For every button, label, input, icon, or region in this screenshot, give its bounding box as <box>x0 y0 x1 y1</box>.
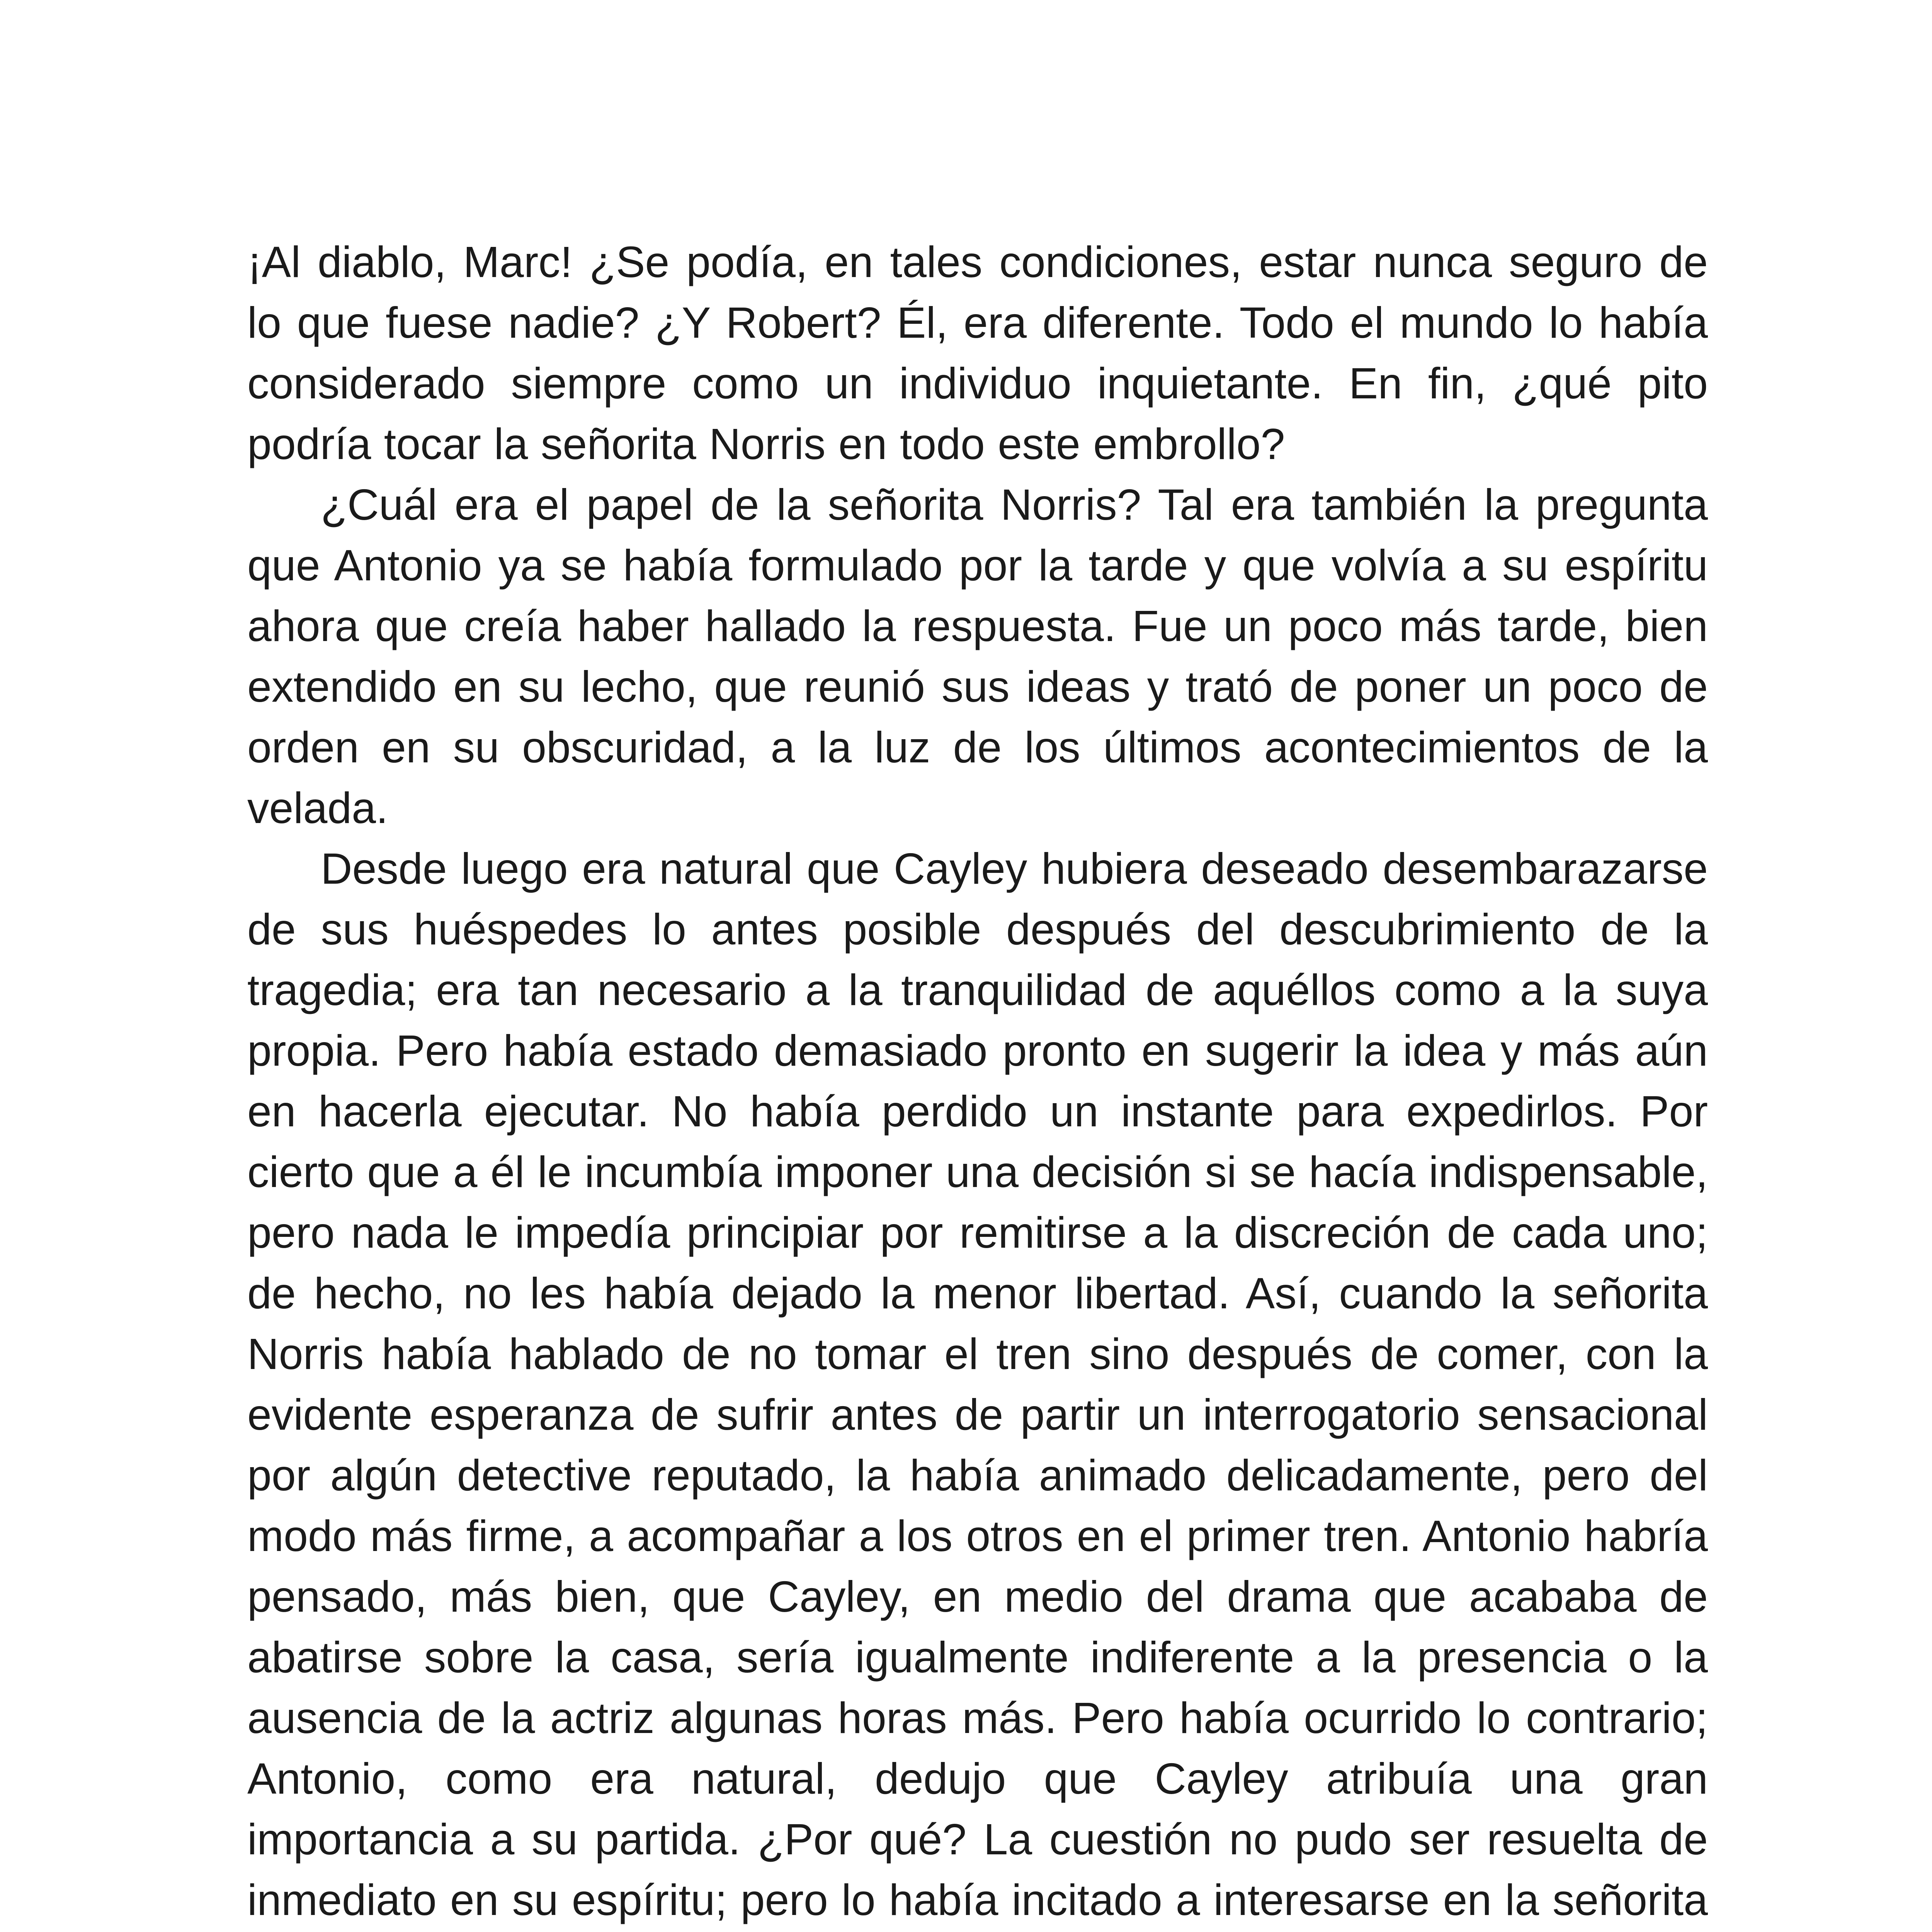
paragraph-1: ¡Al diablo, Marc! ¿Se podía, en tales condiciones, estar nunca seguro de lo que fuese nadie? ¿Y Robert? Él, era diferente. Todo el mundo lo había considerado siempre como un individuo inquietante. En fin, ¿qué pito podría tocar la señorita Norris en todo este embrollo? <box>247 238 1708 468</box>
paragraph-2: ¿Cuál era el papel de la señorita Norris? Tal era también la pregunta que Antonio ya se había formulado por la tarde y que volvía a su espíritu ahora que creía haber hallado la respuesta. Fue un poco más tarde, bien extendido en su lecho, que reunió sus ideas y trató de poner un poco de orden en su obscuridad, a la luz de los últimos acontecimientos de la velada. <box>247 480 1708 832</box>
page-body <box>247 232 1708 1932</box>
paragraph-3: Desde luego era natural que Cayley hubiera deseado desembarazarse de sus huéspedes lo antes posible después del descubrimiento de la tragedia; era tan necesario a la tranquilidad de aquéllos como a la suya propia. Pero había estado demasiado pronto en sugerir la idea y más aún en hacerla ejecutar. No había perdido un instante para expedirlos. Por cierto que a él le incumbía imponer una decisión si se hacía indispensable, pero nada le impedía principiar por remitirse a la discreción de cada uno; de hecho, no les había dejado la menor libertad. Así, cuando la señorita Norris había hablado de no tomar el tren sino después de comer, con la evidente esperanza de sufrir antes de partir un interrogatorio sensacional por algún detective reputado, la había animado delicadamente, pero del modo más firme, a acompañar a los otros en el primer tren. Antonio habría pensado, más bien, que Cayley, en medio del drama que acababa de abatirse sobre la casa, sería igualmente indiferente a la presencia o la ausencia de la actriz algunas horas más. Pero había ocurrido lo contrario; Antonio, como era natural, dedujo que Cayley atribuía una gran importancia a su partida. ¿Por qué? La cuestión no pudo ser resuelta de inmediato en su espíritu; pero lo había incitado a interesarse en la señorita <box>247 844 1708 1924</box>
